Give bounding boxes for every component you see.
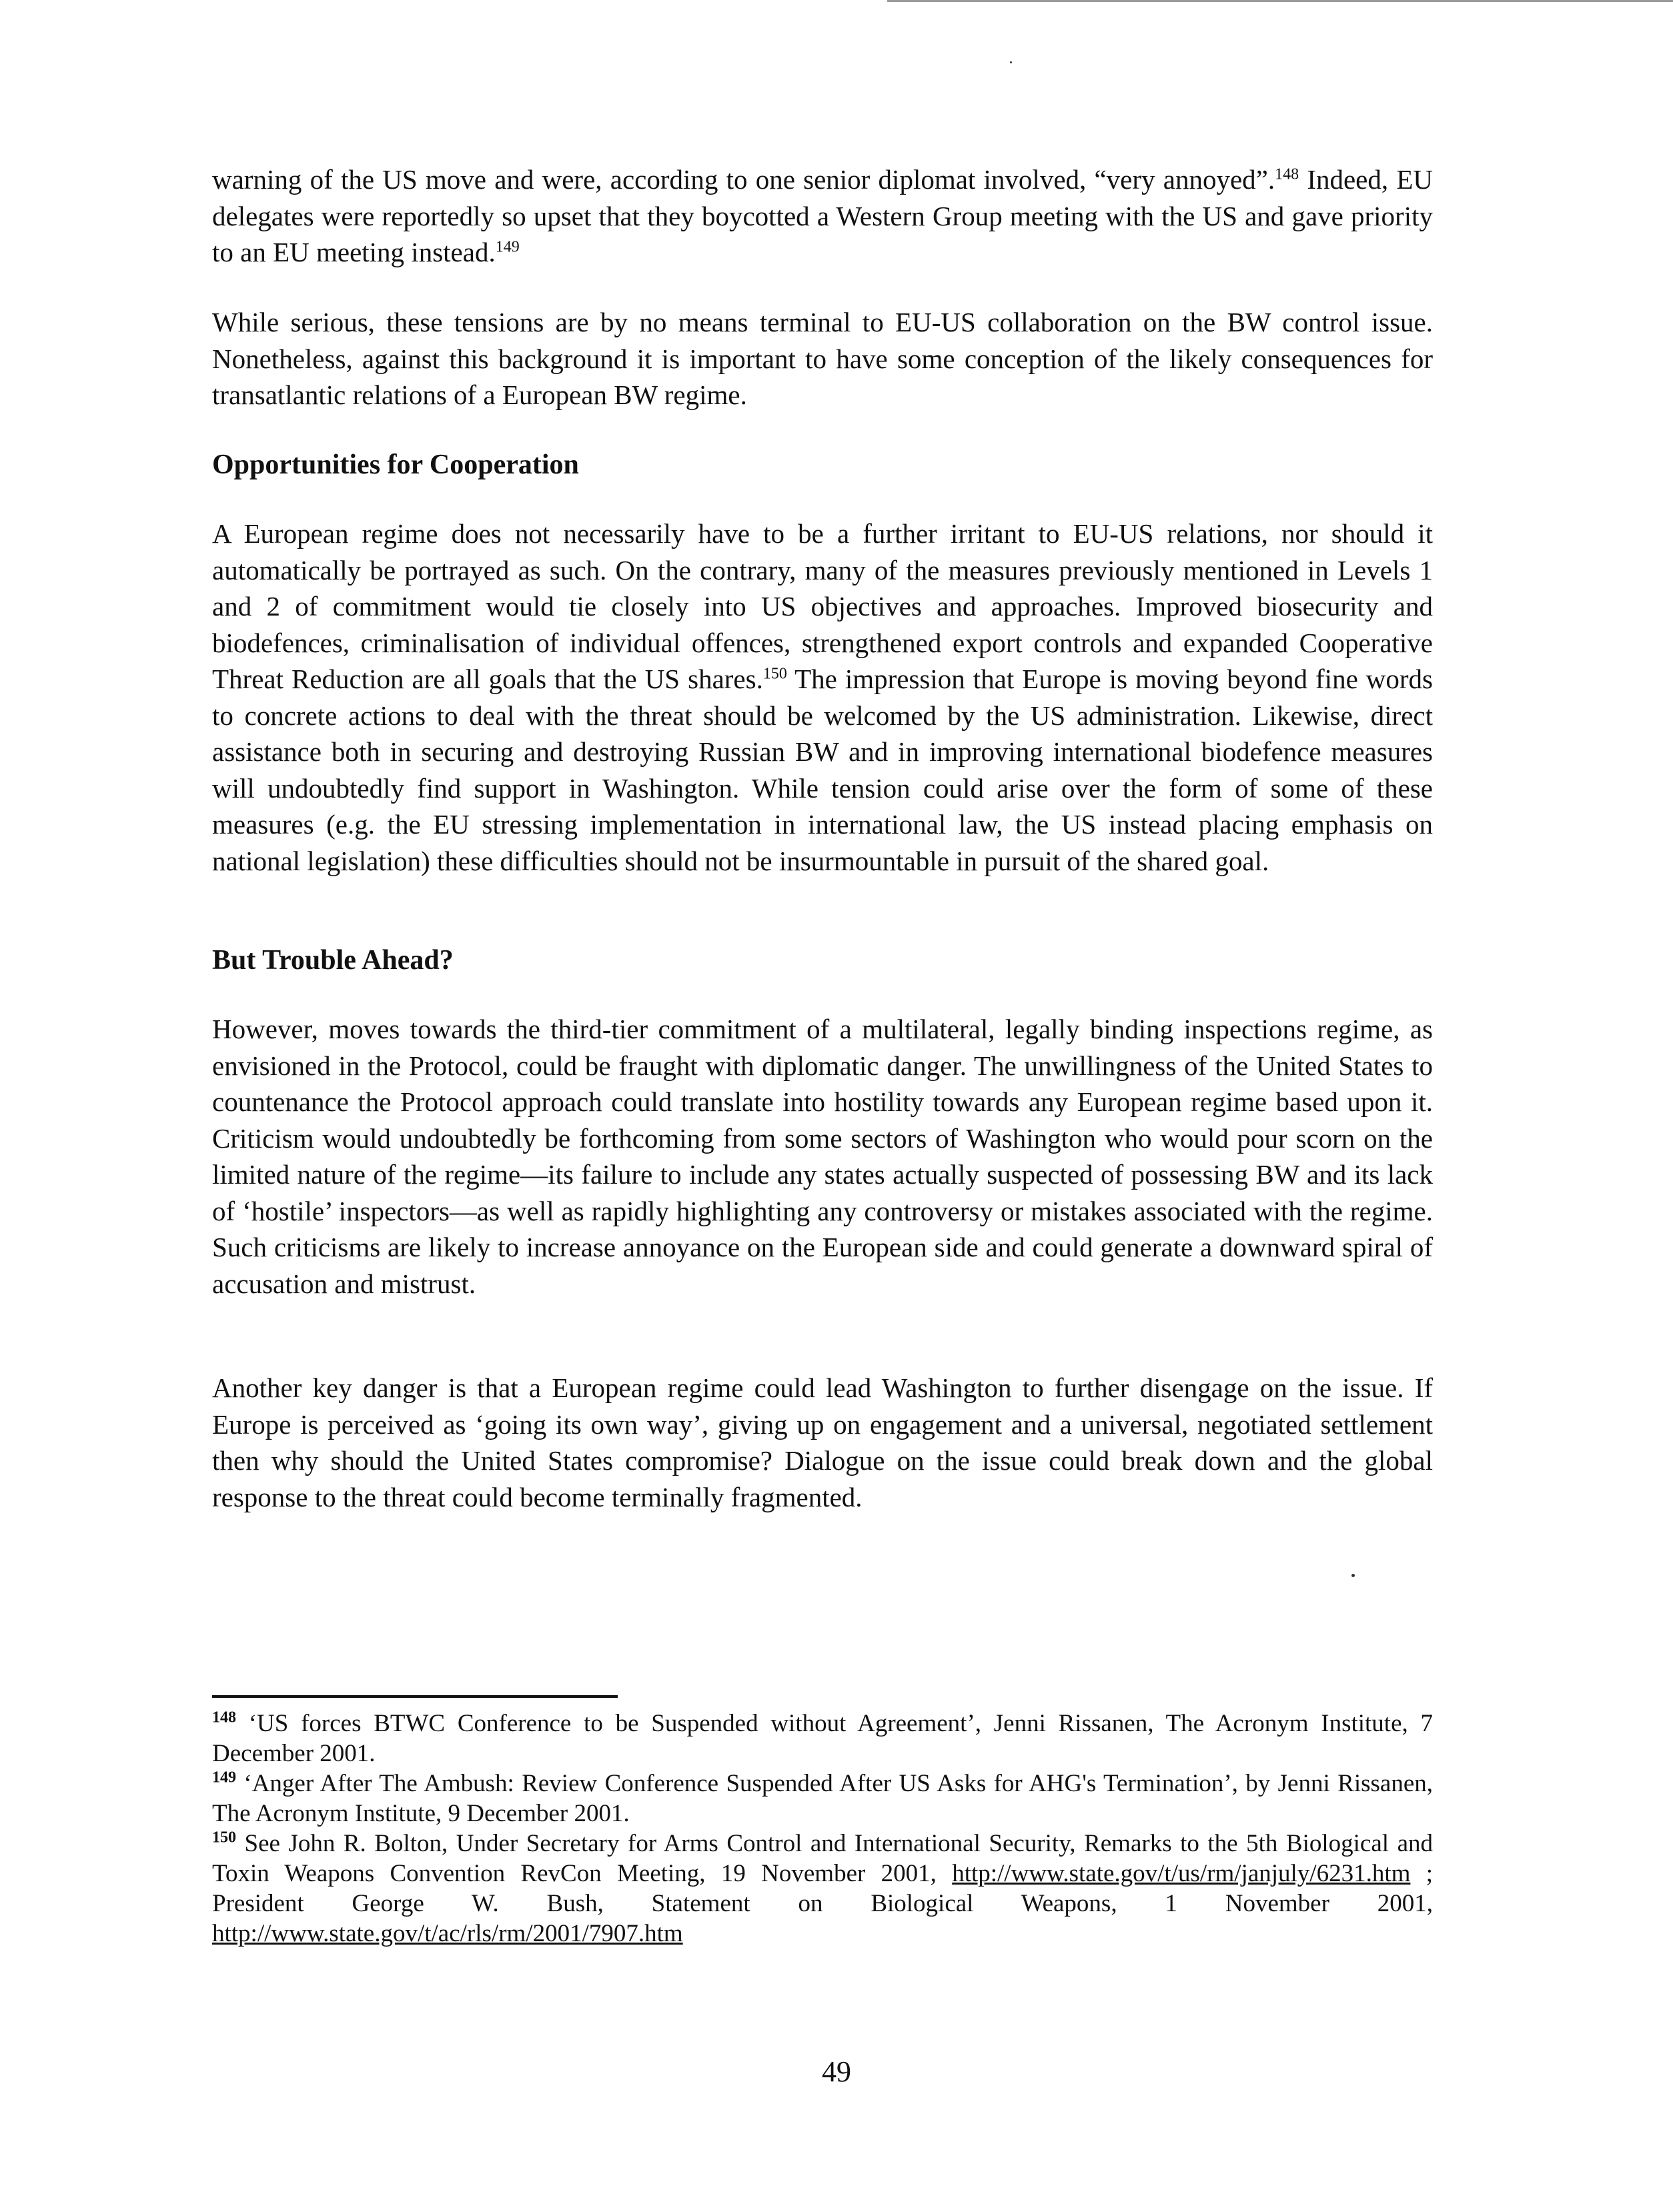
paragraph-text-part: warning of the US move and were, according to one senior diplomat involved, “very annoyed”. [212, 164, 1275, 195]
footnote-150 [212, 1829, 1433, 1949]
paragraph-text [212, 515, 1433, 879]
footnote-number: 149 [212, 1769, 236, 1787]
section-heading: Opportunities for Cooperation [212, 449, 579, 480]
footnote-separator [212, 1695, 618, 1698]
paragraph-text: However, moves towards the third-tier commitment of a multilateral, legally binding inspections regime, as envisioned in the Protocol, could be fraught with diplomatic danger. The unwillingness of the United States to countenance the Protocol approach could translate into hostility towards any European regime based upon it. Criticism would undoubtedly be forthcoming from some sectors of Washington who would pour scorn on the limited nature of the regime—its failure to include any states actually suspected of possessing BW and its lack of ‘hostile’ inspectors—as well as rapidly highlighting any controversy or mistakes associated with the regime. Such criticisms are likely to increase annoyance on the European side and could generate a downward spiral of accusation and mistrust. [212, 1014, 1433, 1299]
footnote-text: ‘US forces BTWC Conference to be Suspended without Agreement’, Jenni Rissanen, The Acronym Institute, 7 December 2001. [212, 1710, 1433, 1767]
paragraph-text-part: Indeed, EU delegates were reportedly so upset that they boycotted a Western Group meeting with the US and gave priority to an EU meeting instead. [212, 164, 1434, 267]
paragraph-text [212, 161, 1433, 271]
paragraph-text-part: The impression that Europe is moving beyond fine words to concrete actions to deal with the threat should be welcomed by the US administration. Likewise, direct assistance both in securing and destroying Russian BW and in improving international biodefence measures will undoubtedly find support in Washington. While tension could arise over the form of some of these measures (e.g. the EU stressing implementation in international law, the US instead placing emphasis on national legislation) these difficulties should not be insurmountable in pursuit of the shared goal. [212, 664, 1433, 876]
footnote-reference[interactable]: 149 [495, 238, 520, 256]
scan-edge-line [887, 0, 1673, 2]
footnote-reference[interactable]: 148 [1275, 165, 1299, 183]
footnotes [212, 1709, 1433, 1949]
section-heading-opportunities [212, 447, 1433, 483]
paragraph-tensions [212, 304, 1433, 413]
scan-speck [1351, 1574, 1355, 1577]
footnote-text: ‘Anger After The Ambush: Review Conference Suspended After US Asks for AHG's Termination’, by Jenni Rissanen, The Acronym Institute, 9 December 2001. [212, 1770, 1433, 1827]
page-number: 49 [822, 2055, 851, 2088]
footnote-text: ; President George W. Bush, Statement on Biological Weapons, 1 November 2001, [212, 1860, 1433, 1917]
paragraph-key-danger [212, 1370, 1433, 1515]
paragraph-european-regime [212, 515, 1433, 879]
footnote-text: See John R. Bolton, Under Secretary for Arms Control and International Security, Remarks to the 5th Biological and Toxin Weapons Convention RevCon Meeting, 19 November 2001, [212, 1830, 1433, 1887]
paragraph-text-part: A European regime does not necessarily have to be a further irritant to EU-US relations, nor should it automatically be portrayed as such. On the contrary, many of the measures previously mentioned in Levels 1 and 2 of commitment would tie closely into US objectives and approaches. Improved biosecurity and biodefences, criminalisation of individual offences, strengthened export controls and expanded Cooperative Threat Reduction are all goals that the US shares. [212, 518, 1433, 694]
footnote-reference[interactable]: 150 [762, 665, 787, 683]
paragraph-us-move-reaction [212, 161, 1433, 271]
footnote-link-bush[interactable]: http://www.state.gov/t/ac/rls/rm/2001/7907.htm [212, 1920, 683, 1947]
footnote-149 [212, 1769, 1433, 1829]
paragraph-third-tier [212, 1011, 1433, 1302]
scan-speck [1010, 61, 1012, 63]
footnote-148 [212, 1709, 1433, 1769]
paragraph-text: Another key danger is that a European regime could lead Washington to further disengage on the issue. If Europe is perceived as ‘going its own way’, giving up on engagement and a universal, negotiated settlement then why should the United States compromise? Dialogue on the issue could break down and the global response to the threat could become terminally fragmented. [212, 1372, 1433, 1512]
paragraph-text: While serious, these tensions are by no means terminal to EU-US collaboration on the BW control issue. Nonetheless, against this background it is important to have some conception of the likely consequences for transatlantic relations of a European BW regime. [212, 307, 1433, 410]
footnote-link-bolton[interactable]: http://www.state.gov/t/us/rm/janjuly/6231.htm [952, 1860, 1411, 1887]
section-heading: But Trouble Ahead? [212, 945, 454, 976]
footnote-number: 148 [212, 1709, 236, 1727]
section-heading-trouble-ahead [212, 942, 1433, 978]
footnote-number: 150 [212, 1829, 236, 1847]
